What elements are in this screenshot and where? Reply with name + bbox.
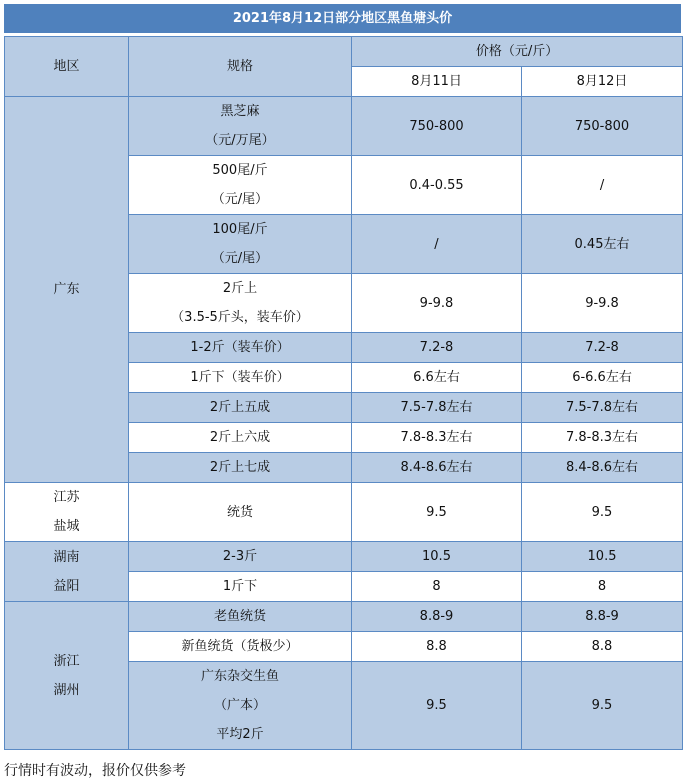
header-region: 地区 (5, 37, 129, 97)
price-cell-date-1: 8.8-9 (352, 602, 522, 632)
table-row (5, 602, 683, 632)
table-row (5, 542, 683, 572)
region-cell (5, 542, 129, 602)
spec-line: 黑芝麻 (220, 104, 260, 119)
spec-cell (129, 662, 352, 750)
price-cell-date-2: 8.8-9 (522, 602, 683, 632)
region-line: 盐城 (53, 519, 80, 534)
spec-line: 2斤上七成 (209, 460, 271, 475)
spec-cell (129, 632, 352, 662)
price-cell-date-2: 7.8-8.3左右 (522, 423, 683, 453)
region-line: 浙江 (53, 653, 80, 669)
spec-line: 2斤上六成 (209, 430, 271, 445)
spec-line: 500尾/斤 (212, 163, 268, 178)
price-cell-date-1: 9.5 (352, 662, 522, 750)
table-title: 2021年8月12日部分地区黑鱼塘头价 (4, 4, 681, 33)
table-row (5, 97, 683, 156)
region-cell (5, 97, 129, 483)
price-cell-date-1: 7.5-7.8左右 (352, 393, 522, 423)
spec-line: （元/尾） (211, 251, 269, 266)
spec-line: 2-3斤 (222, 549, 258, 564)
spec-cell (129, 333, 352, 363)
spec-line: 老鱼统货 (213, 609, 266, 624)
price-cell-date-1: 10.5 (352, 542, 522, 572)
spec-cell (129, 423, 352, 453)
price-cell-date-1: 9.5 (352, 483, 522, 542)
price-cell-date-2: 8.4-8.6左右 (522, 453, 683, 483)
spec-line: 100尾/斤 (212, 222, 268, 237)
header-spec: 规格 (129, 37, 352, 97)
spec-cell (129, 97, 352, 156)
region-cell (5, 483, 129, 542)
price-cell-date-2: 9.5 (522, 483, 683, 542)
header-date-2: 8月12日 (522, 67, 683, 97)
price-cell-date-1: 9-9.8 (352, 274, 522, 333)
spec-cell (129, 393, 352, 423)
spec-cell (129, 572, 352, 602)
spec-line: （广本） (213, 698, 266, 713)
spec-line: 广东杂交生鱼 (200, 669, 279, 684)
price-cell-date-2: 6-6.6左右 (522, 363, 683, 393)
price-cell-date-1: 750-800 (352, 97, 522, 156)
region-line: 益阳 (53, 578, 80, 594)
price-cell-date-2: 7.2-8 (522, 333, 683, 363)
spec-cell (129, 156, 352, 215)
price-cell-date-1: 8.4-8.6左右 (352, 453, 522, 483)
price-cell-date-2: 0.45左右 (522, 215, 683, 274)
region-line: 江苏 (53, 490, 80, 505)
spec-cell (129, 483, 352, 542)
footer-note: 行情时有波动，报价仅供参考 (4, 763, 186, 779)
header-price: 价格（元/斤） (352, 37, 683, 67)
price-cell-date-1: 6.6左右 (352, 363, 522, 393)
price-cell-date-2: 9-9.8 (522, 274, 683, 333)
region-cell (5, 602, 129, 750)
table-row (5, 483, 683, 542)
spec-line: 2斤上五成 (209, 400, 271, 415)
spec-line: 统货 (226, 504, 253, 520)
spec-line: 1-2斤（装车价） (190, 340, 290, 355)
spec-cell (129, 215, 352, 274)
price-cell-date-2: 750-800 (522, 97, 683, 156)
spec-line: （元/尾） (211, 192, 269, 207)
price-cell-date-2: 8.8 (522, 632, 683, 662)
region-line: 广东 (53, 282, 80, 297)
region-line: 湖州 (53, 682, 80, 698)
spec-line: 2斤上 (222, 281, 258, 296)
spec-cell (129, 363, 352, 393)
spec-cell (129, 602, 352, 632)
price-cell-date-1: 8.8 (352, 632, 522, 662)
price-cell-date-2: / (522, 156, 683, 215)
header-date-1: 8月11日 (352, 67, 522, 97)
price-cell-date-2: 9.5 (522, 662, 683, 750)
spec-cell (129, 542, 352, 572)
price-cell-date-1: 0.4-0.55 (352, 156, 522, 215)
spec-cell (129, 274, 352, 333)
spec-line: （3.5-5斤头，装车价） (171, 310, 309, 325)
spec-line: （元/万尾） (205, 133, 275, 148)
price-table (4, 36, 683, 750)
price-cell-date-1: 7.2-8 (352, 333, 522, 363)
spec-line: 平均2斤 (216, 727, 264, 742)
price-cell-date-1: 8 (352, 572, 522, 602)
price-cell-date-1: / (352, 215, 522, 274)
price-cell-date-2: 8 (522, 572, 683, 602)
spec-cell (129, 453, 352, 483)
spec-line: 1斤下（装车价） (190, 370, 290, 385)
price-cell-date-2: 10.5 (522, 542, 683, 572)
spec-line: 新鱼统货（货极少） (181, 639, 299, 654)
price-cell-date-1: 7.8-8.3左右 (352, 423, 522, 453)
region-line: 湖南 (53, 549, 80, 565)
price-cell-date-2: 7.5-7.8左右 (522, 393, 683, 423)
spec-line: 1斤下 (222, 579, 258, 594)
